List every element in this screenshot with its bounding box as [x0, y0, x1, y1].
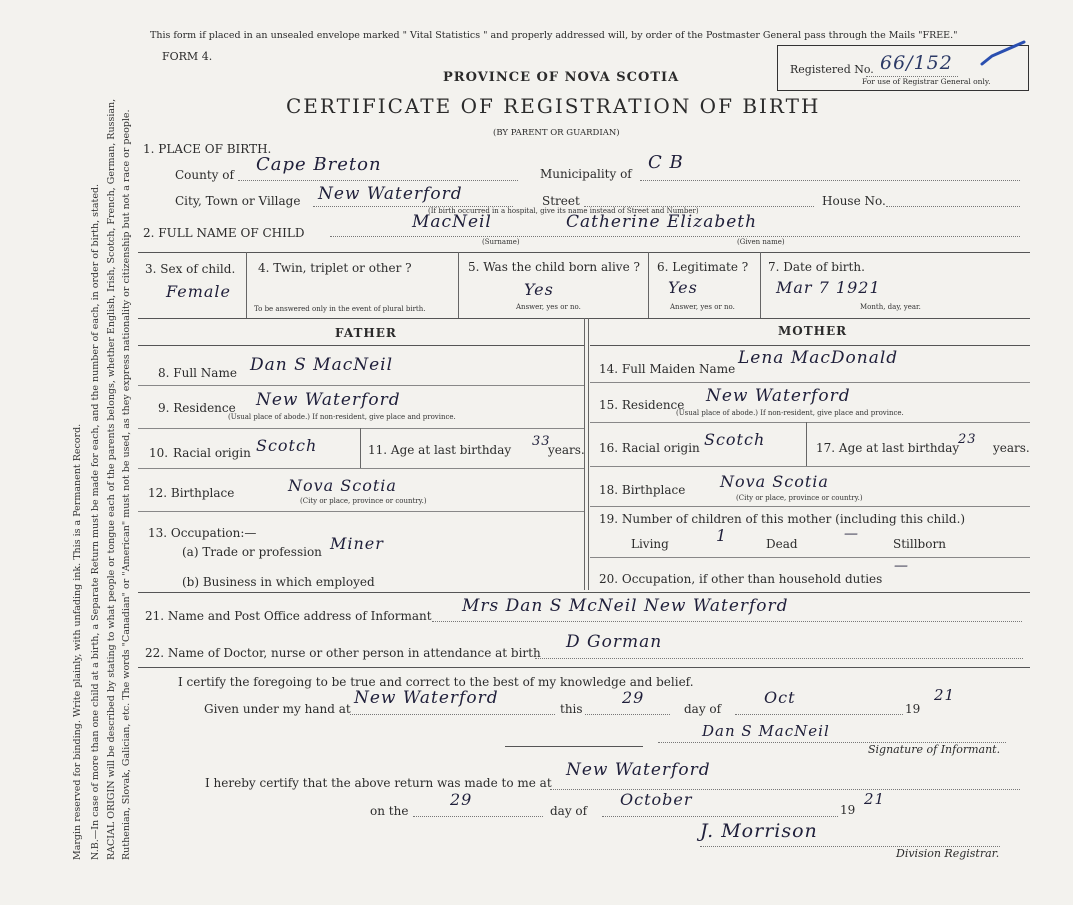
informant-label: 21. Name and Post Office address of Informant — [145, 609, 432, 623]
living-value: 1 — [716, 526, 728, 545]
informant-value: Mrs Dan S McNeil New Waterford — [462, 596, 789, 616]
father-racial-number: 10. — [149, 446, 169, 460]
father-racial-label: Racial origin — [173, 446, 251, 460]
registered-number: 66/152 — [880, 52, 953, 74]
father-occupation-label: 13. Occupation:— — [148, 526, 257, 540]
date-of-birth-value: Mar 7 1921 — [776, 278, 881, 297]
sex-value: Female — [166, 282, 231, 301]
margin-note-racial-origin-cont: Ruthenian, Slovak, Galician, etc. The words "Canadian" or "American" must not be used, as they express nationality or citizenship but not a race or people. — [121, 109, 132, 860]
given-name-caption: (Given name) — [737, 238, 785, 246]
registered-note: For use of Registrar General only. — [862, 77, 991, 86]
mother-children-label: 19. Number of children of this mother (including this child.) — [599, 512, 966, 526]
certificate-title: CERTIFICATE OF REGISTRATION OF BIRTH — [286, 94, 821, 118]
municipality-value: C B — [648, 152, 684, 173]
father-age-value: 33 — [532, 434, 551, 449]
father-age-unit: years. — [548, 443, 585, 457]
on-the-label: on the — [370, 804, 409, 818]
given-year-prefix: 19 — [905, 702, 921, 716]
given-place-value: New Waterford — [354, 688, 499, 708]
informant-signature-caption: Signature of Informant. — [868, 743, 1001, 756]
alive-value: Yes — [524, 280, 554, 299]
dead-label: Dead — [766, 537, 798, 551]
registrar-statement: I hereby certify that the above return was made to me at — [205, 776, 552, 790]
father-birthplace-note: (City or place, province or country.) — [300, 497, 427, 505]
mother-birthplace-label: 18. Birthplace — [599, 483, 686, 497]
father-name-label: 8. Full Name — [158, 366, 237, 380]
living-label: Living — [631, 537, 669, 551]
dead-value: — — [844, 526, 859, 542]
given-year-suffix: 21 — [934, 686, 956, 704]
day-of-label: day of — [684, 702, 722, 716]
mail-notice: This form if placed in an unsealed envelope marked " Vital Statistics " and properly addressed will, by order of the Postmaster General pass through the Mails "FREE." — [150, 30, 958, 41]
mother-racial-value: Scotch — [704, 430, 766, 449]
father-residence-value: New Waterford — [256, 390, 401, 410]
checkmark-icon — [978, 38, 1028, 68]
mother-occupation-label: 20. Occupation, if other than household duties — [599, 572, 883, 586]
father-trade-value: Miner — [330, 534, 384, 553]
mother-heading: MOTHER — [778, 324, 848, 338]
form-number: FORM 4. — [162, 50, 213, 63]
mother-birthplace-note: (City or place, province or country.) — [736, 494, 863, 502]
legitimate-label: 6. Legitimate ? — [657, 260, 749, 274]
mother-residence-value: New Waterford — [706, 386, 851, 406]
mother-name-value: Lena MacDonald — [738, 348, 899, 368]
given-day-value: 29 — [622, 688, 645, 707]
child-name-label: 2. FULL NAME OF CHILD — [143, 226, 305, 240]
county-value: Cape Breton — [256, 154, 382, 175]
date-of-birth-note: Month, day, year. — [860, 303, 921, 311]
twin-note: To be answered only in the event of plural birth. — [254, 305, 426, 313]
registrar-caption: Division Registrar. — [896, 847, 1000, 860]
certificate-subtitle: (BY PARENT OR GUARDIAN) — [493, 128, 620, 138]
mother-name-label: 14. Full Maiden Name — [599, 362, 736, 376]
margin-note-binding: Margin reserved for binding. Write plainly, with unfading ink. This is a Permanent Record. — [72, 423, 83, 860]
sex-label: 3. Sex of child. — [145, 262, 236, 276]
mother-birthplace-value: Nova Scotia — [720, 472, 829, 491]
father-residence-note: (Usual place of abode.) If non-resident, give place and province. — [228, 413, 456, 421]
registrar-year-suffix: 21 — [864, 790, 886, 808]
informant-signature: Dan S MacNeil — [702, 722, 830, 740]
registrar-month-value: October — [620, 790, 693, 809]
margin-note-racial-origin: RACIAL ORIGIN will be described by stating to what people or tongue each of the parents belongs, whether English, Irish, Scotch, French, German, Russian, — [106, 98, 117, 860]
father-residence-label: 9. Residence — [158, 401, 236, 415]
stillborn-label: Stillborn — [893, 537, 946, 551]
father-business-label: (b) Business in which employed — [182, 575, 375, 589]
date-of-birth-label: 7. Date of birth. — [768, 260, 865, 274]
county-label: County of — [175, 168, 234, 182]
child-surname-value: MacNeil — [412, 212, 492, 232]
father-birthplace-label: 12. Birthplace — [148, 486, 235, 500]
hospital-note: (If birth occurred in a hospital, give its name instead of Street and Number) — [428, 207, 699, 215]
registrar-place-value: New Waterford — [566, 760, 711, 780]
alive-label: 5. Was the child born alive ? — [468, 260, 640, 274]
doctor-label: 22. Name of Doctor, nurse or other person in attendance at birth — [145, 646, 541, 660]
city-label: City, Town or Village — [175, 194, 301, 208]
father-racial-value: Scotch — [256, 436, 318, 455]
registered-label: Registered No. — [790, 63, 874, 76]
father-birthplace-value: Nova Scotia — [288, 476, 397, 495]
mother-occupation-value: — — [894, 558, 909, 574]
margin-note-multiple-births: N.B.—In case of more than one child at a birth, a Separate Return must be made for each, and the number of each, in order of birth, stated. — [90, 183, 101, 860]
father-heading: FATHER — [335, 326, 397, 340]
city-value: New Waterford — [318, 184, 463, 204]
alive-note: Answer, yes or no. — [516, 303, 581, 311]
father-trade-label: (a) Trade or profession — [182, 545, 322, 559]
street-label: Street — [542, 194, 580, 208]
given-under-label: Given under my hand at — [204, 702, 351, 716]
house-no-label: House No. — [822, 194, 886, 208]
father-name-value: Dan S MacNeil — [250, 355, 394, 375]
registrar-year-prefix: 19 — [840, 803, 856, 817]
given-month-value: Oct — [764, 688, 796, 707]
mother-residence-note: (Usual place of abode.) If non-resident, give place and province. — [676, 409, 904, 417]
this-label: this — [560, 702, 583, 716]
legitimate-note: Answer, yes or no. — [670, 303, 735, 311]
mother-age-label: 17. Age at last birthday — [816, 441, 960, 455]
place-of-birth-heading: 1. PLACE OF BIRTH. — [143, 142, 272, 156]
municipality-label: Municipality of — [540, 167, 632, 181]
province-title: PROVINCE OF NOVA SCOTIA — [443, 70, 680, 85]
doctor-value: D Gorman — [566, 632, 663, 652]
mother-residence-label: 15. Residence — [599, 398, 685, 412]
registrar-day-value: 29 — [450, 790, 473, 809]
registrar-day-of-label: day of — [550, 804, 588, 818]
certification-statement: I certify the foregoing to be true and correct to the best of my knowledge and belief. — [178, 675, 694, 689]
registrar-signature: J. Morrison — [700, 820, 818, 842]
father-age-label: 11. Age at last birthday — [368, 443, 512, 457]
mother-age-value: 23 — [958, 432, 977, 447]
child-given-value: Catherine Elizabeth — [566, 212, 758, 232]
mother-racial-label: 16. Racial origin — [599, 441, 700, 455]
mother-age-unit: years. — [993, 441, 1030, 455]
twin-label: 4. Twin, triplet or other ? — [258, 261, 412, 275]
surname-caption: (Surname) — [482, 238, 520, 246]
legitimate-value: Yes — [668, 278, 698, 297]
